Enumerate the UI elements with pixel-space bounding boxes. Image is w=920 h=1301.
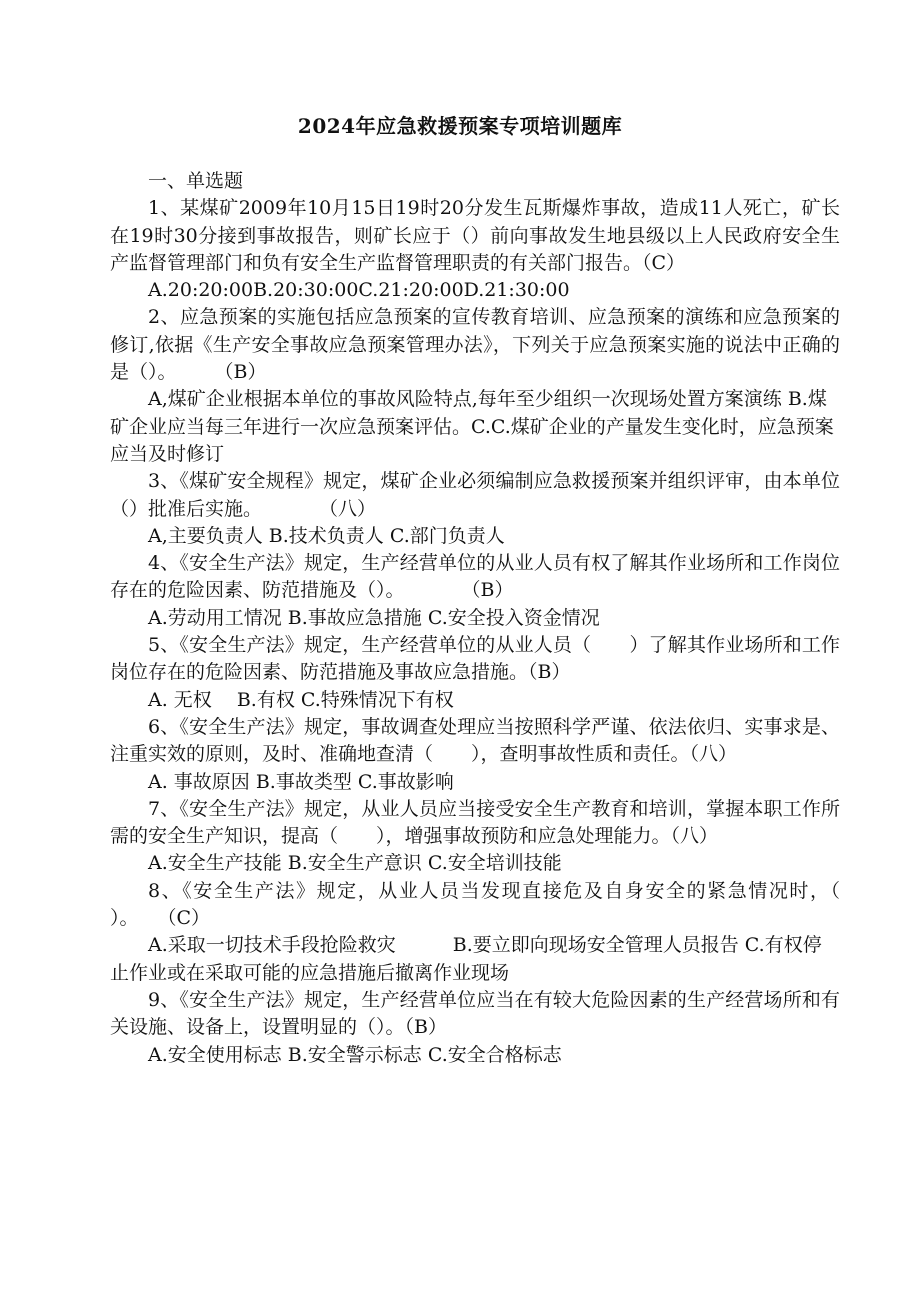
question-1-text: 1、某煤矿2009年10月15日19时20分发生瓦斯爆炸事故，造成11人死亡，矿长在19时30分接到事故报告，则矿长应于（）前向事故发生地县级以上人民政府安全生产监督管理部门和负有安全生产监督管理职责的有关部门报告。（C） <box>110 197 840 274</box>
question-2-options: A,煤矿企业根据本单位的事故风险特点,每年至少组织一次现场处置方案演练 B.煤矿企业应当每三年进行一次应急预案评估。C.C.煤矿企业的产量发生变化时，应急预案应当及时修订 <box>110 388 834 465</box>
question-1-options: A.20:20:00B.20:30:00C.21:20:00D.21:30:00 <box>148 279 570 302</box>
question-bank <box>110 168 879 1069</box>
question-7-text: 7、《安全生产法》规定，从业人员应当接受安全生产教育和培训，掌握本职工作所需的安全生产知识，提高（ ），增强事故预防和应急处理能力。（八） <box>110 797 840 848</box>
question-6-text: 6、《安全生产法》规定，事故调查处理应当按照科学严谨、依法依归、实事求是、注重实效的原则，及时、准确地查清（ ），查明事故性质和责任。（八） <box>110 715 840 766</box>
question-6-options: A. 事故原因 B.事故类型 C.事故影响 <box>148 770 454 793</box>
question-8-text: 8、《安全生产法》规定，从业人员当发现直接危及自身安全的紧急情况时，（ ）。 （C） <box>110 879 879 930</box>
question-4-text: 4、《安全生产法》规定，生产经营单位的从业人员有权了解其作业场所和工作岗位存在的危险因素、防范措施及（）。 （B） <box>110 552 840 602</box>
question-9-text: 9、《安全生产法》规定，生产经营单位应当在有较大危险因素的生产经营场所和有关设施、设备上，设置明显的（）。（B） <box>110 988 840 1039</box>
question-5-options: A. 无权 B.有权 C.特殊情况下有权 <box>148 688 454 711</box>
section-heading: 一、单选题 <box>148 170 244 192</box>
question-3-text: 3、《煤矿安全规程》规定，煤矿企业必须编制应急救援预案并组织评审，由本单位（）批准后实施。 （八） <box>110 470 840 520</box>
document-title: 2024年应急救援预案专项培训题库 <box>297 114 623 138</box>
question-8-options: A.采取一切技术手段抢险救灾 B.要立即向现场安全管理人员报告 C.有权停止作业或在采取可能的应急措施后撤离作业现场 <box>110 934 822 984</box>
question-9-options: A.安全使用标志 B.安全警示标志 C.安全合格标志 <box>148 1043 562 1066</box>
question-5-text: 5、《安全生产法》规定，生产经营单位的从业人员（ ）了解其作业场所和工作岗位存在的危险因素、防范措施及事故应急措施。（B） <box>110 634 840 684</box>
question-2-text: 2、应急预案的实施包括应急预案的宣传教育培训、应急预案的演练和应急预案的修订,依据《生产安全事故应急预案管理办法》，下列关于应急预案实施的说法中正确的是（）。 （B） <box>110 306 840 384</box>
question-3-options: A,主要负责人 B.技术负责人 C.部门负责人 <box>148 524 505 547</box>
question-4-options: A.劳动用工情况 B.事故应急措施 C.安全投入资金情况 <box>148 606 600 629</box>
question-7-options: A.安全生产技能 B.安全生产意识 C.安全培训技能 <box>148 852 562 875</box>
